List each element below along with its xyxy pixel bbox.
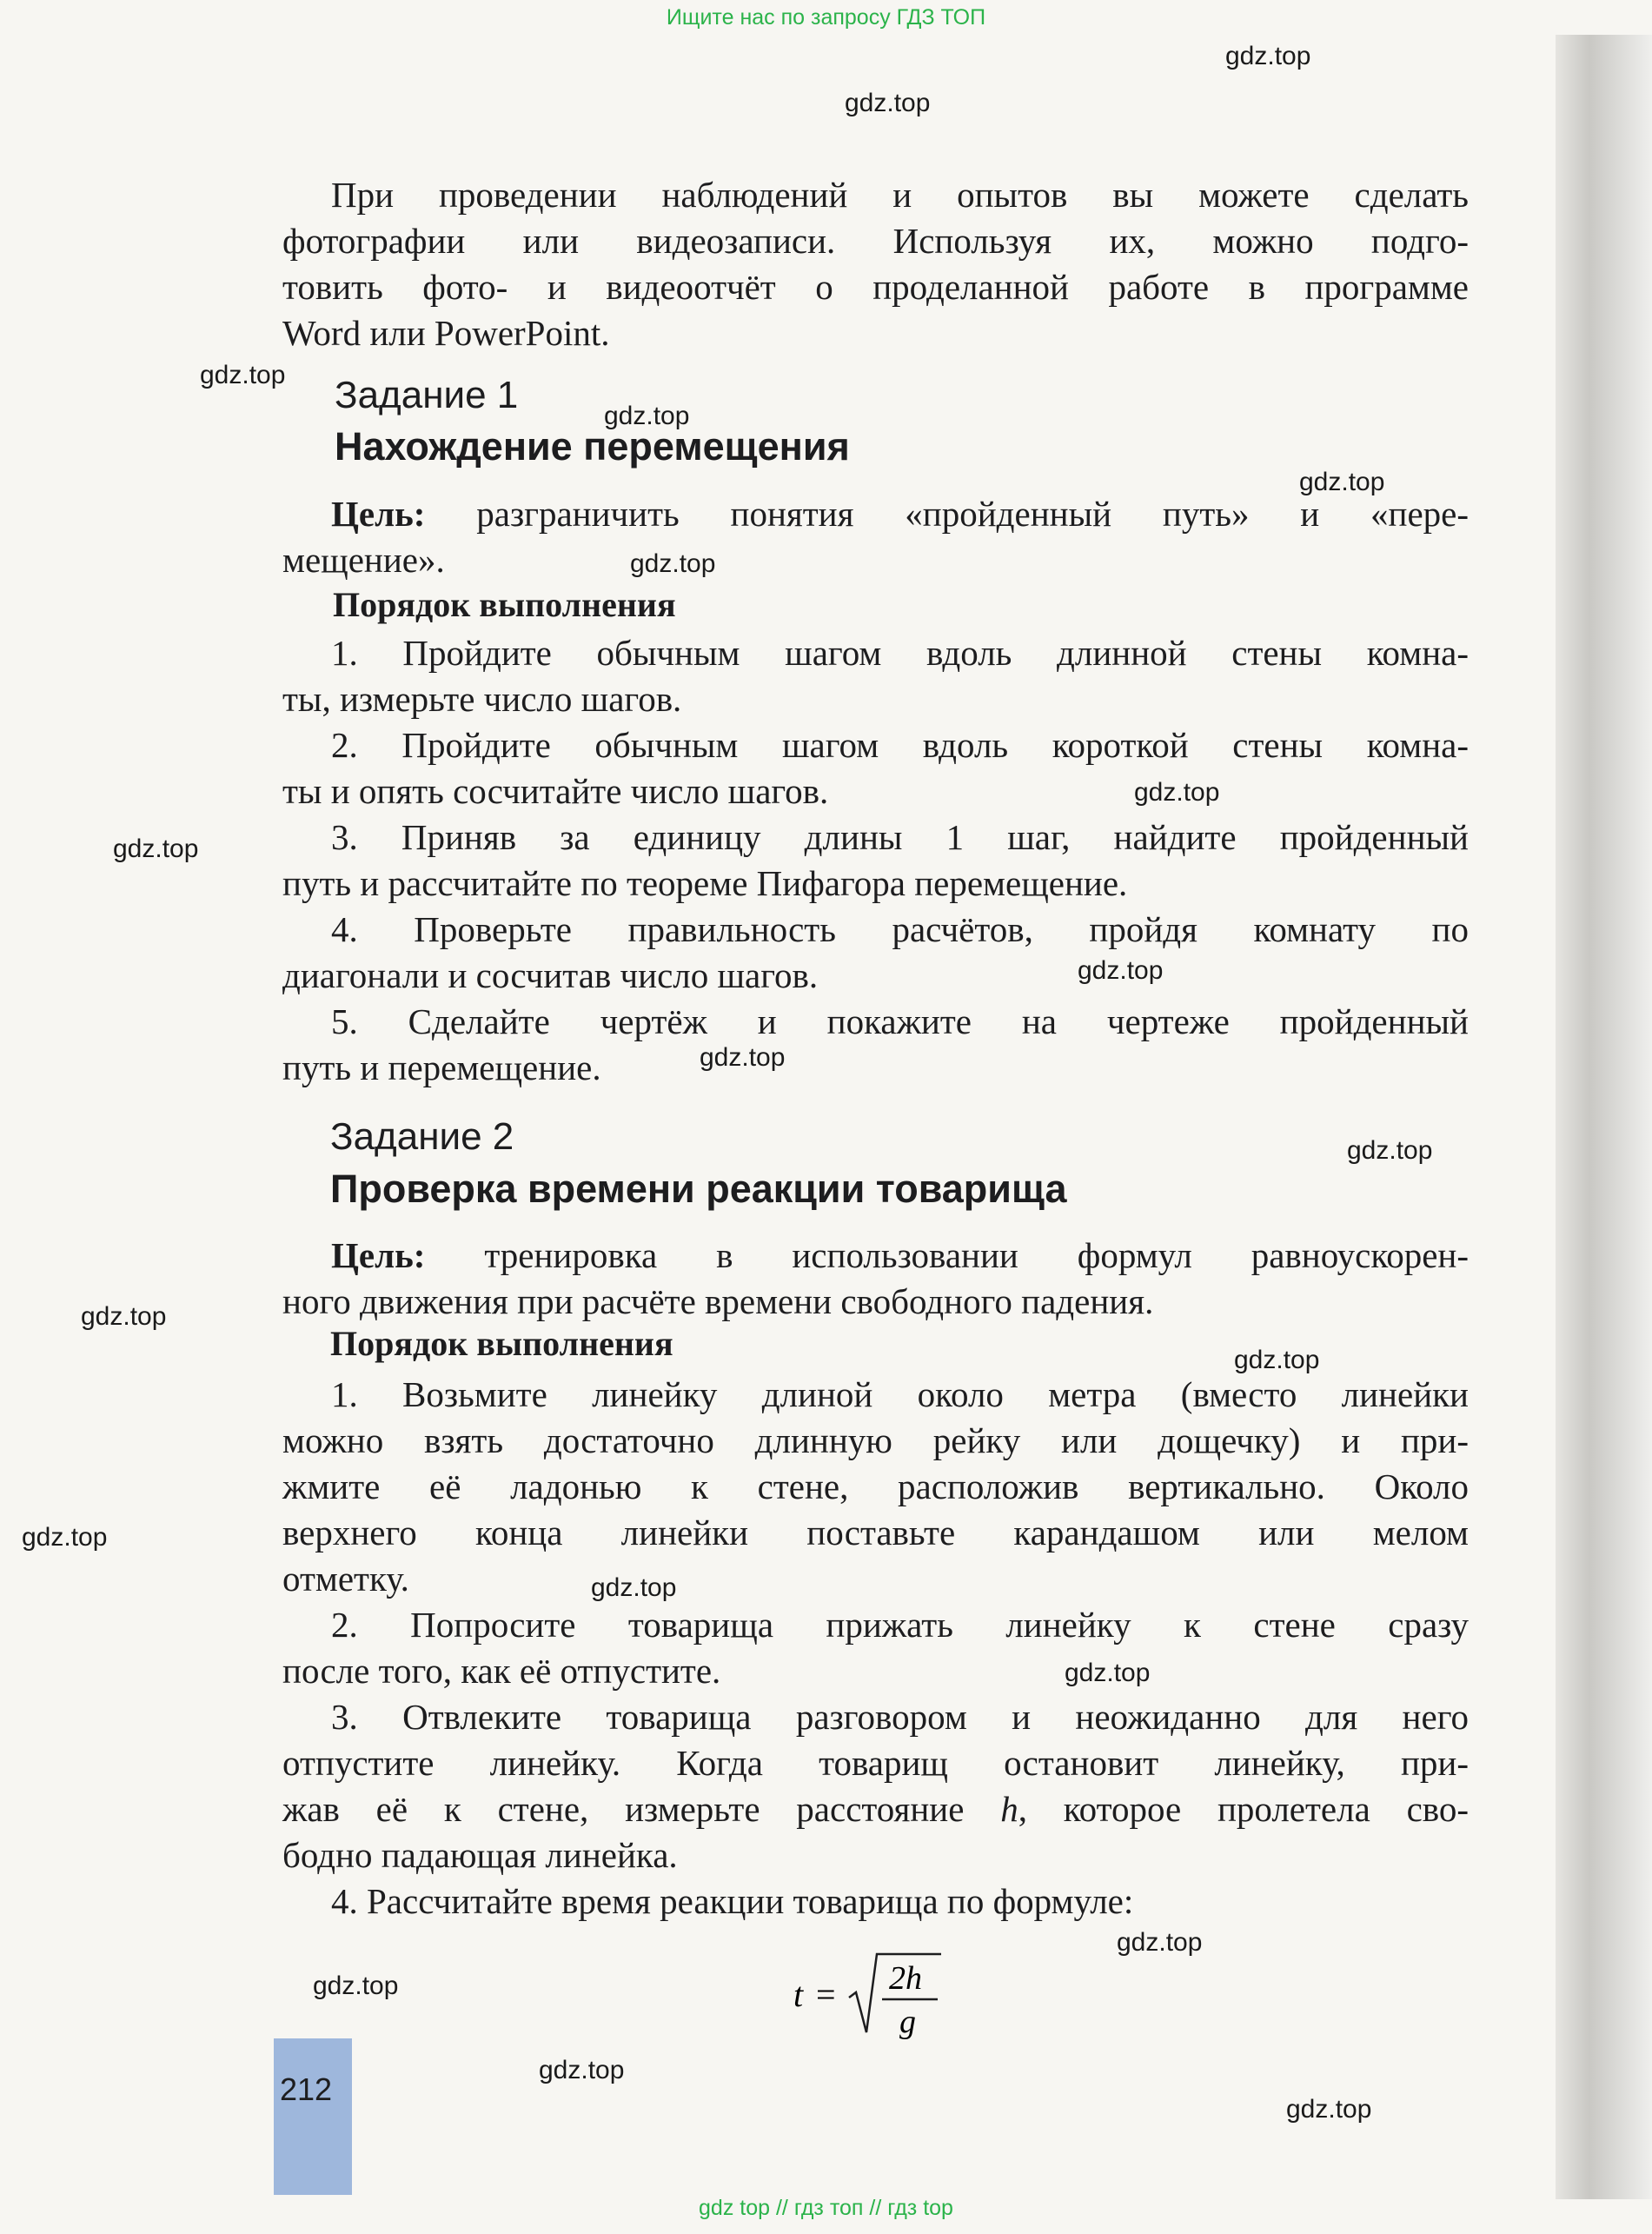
watermark: gdz.top [313, 1971, 399, 2000]
step-line: диагонали и сосчитав число шагов. [282, 955, 819, 995]
task2-goal-line: ного движения при расчёте времени свободного падения. [282, 1281, 1154, 1321]
watermark: gdz.top [22, 1523, 108, 1552]
watermark: gdz.top [1286, 2095, 1372, 2124]
watermark: gdz.top [1065, 1659, 1151, 1687]
watermark: gdz.top [1225, 42, 1311, 70]
task1-goal-line: мещение». [282, 540, 445, 580]
task1-goal [282, 491, 1469, 583]
watermark: gdz.top [539, 2056, 625, 2084]
step-text: , которое пролетела сво- [1018, 1789, 1469, 1829]
task1-label: Задание 1 [335, 374, 519, 416]
task1-goal-line [282, 491, 1469, 537]
step-text: жав её к стене, измерьте расстояние [282, 1789, 1001, 1829]
task1-steps [282, 630, 1469, 1091]
watermark: gdz.top [81, 1302, 167, 1331]
watermark: gdz.top [1299, 468, 1385, 496]
goal-text: тренировка в использовании формул равноускорен- [425, 1235, 1469, 1275]
watermark: gdz.top [1347, 1136, 1433, 1165]
step-line: отпустите линейку. Когда товарищ остановит линейку, при- [282, 1743, 1469, 1783]
watermark: gdz.top [1117, 1928, 1203, 1957]
watermark: gdz.top [700, 1043, 786, 1072]
watermark: gdz.top [200, 361, 286, 389]
watermark: gdz.top [1078, 956, 1164, 985]
step-line: после того, как её отпустите. [282, 1651, 721, 1691]
step-line: 5. Сделайте чертёж и покажите на чертеже пройденный [331, 1001, 1469, 1041]
task2-title: Проверка времени реакции товарища [330, 1167, 1067, 1211]
top-banner[interactable]: Ищите нас по запросу ГДЗ ТОП [666, 5, 986, 30]
step-line: можно взять достаточно длинную рейку или дощечку) и при- [282, 1420, 1469, 1460]
step-line: жмите её ладонью к стене, расположив вертикально. Около [282, 1466, 1469, 1506]
page-number-tab [274, 2038, 352, 2195]
watermark: gdz.top [1134, 778, 1220, 807]
step-line: 2. Попросите товарища прижать линейку к стене сразу [331, 1605, 1469, 1645]
watermark: gdz.top [591, 1573, 677, 1602]
goal-label: Цель: [331, 494, 426, 534]
task2-procedure-heading: Порядок выполнения [330, 1324, 673, 1363]
variable-h: h [1000, 1789, 1018, 1829]
task2-label: Задание 2 [330, 1115, 514, 1158]
step-line [282, 1786, 1469, 1832]
watermark: gdz.top [113, 834, 199, 863]
watermark: gdz.top [630, 549, 716, 578]
formula-equals: = [816, 1975, 836, 2014]
reaction-time-formula [786, 1947, 943, 2043]
step-line: 1. Возьмите линейку длиной около метра (вместо линейки [331, 1374, 1469, 1414]
step-line: ты и опять сосчитайте число шагов. [282, 771, 829, 811]
task2-goal-line [282, 1233, 1469, 1279]
intro-line: товить фото- и видеоотчёт о проделанной работе в программе [282, 267, 1469, 307]
task2-goal [282, 1233, 1469, 1325]
intro-line: Word или PowerPoint. [282, 313, 610, 353]
task2-steps [282, 1372, 1469, 1925]
step-line: путь и перемещение. [282, 1047, 601, 1087]
intro-line: фотографии или видеозаписи. Используя их, можно подго- [282, 221, 1469, 261]
task1-procedure-heading: Порядок выполнения [333, 585, 676, 624]
step-line: 2. Пройдите обычным шагом вдоль короткой стены комна- [331, 725, 1469, 765]
step-line: 4. Проверьте правильность расчётов, пройдя комнату по [331, 909, 1469, 949]
formula-lhs: t [793, 1975, 804, 2014]
formula-numerator: 2h [889, 1960, 922, 1997]
watermark: gdz.top [604, 402, 690, 430]
step-line: 3. Приняв за единицу длины 1 шаг, найдите пройденный [331, 817, 1469, 857]
intro-line: При проведении наблюдений и опытов вы можете сделать [331, 175, 1469, 215]
step-line: верхнего конца линейки поставьте карандашом или мелом [282, 1513, 1469, 1552]
step-line: 1. Пройдите обычным шагом вдоль длинной стены комна- [331, 633, 1469, 673]
watermark: gdz.top [845, 89, 931, 117]
goal-text: разграничить понятия «пройденный путь» и «пере- [425, 494, 1469, 534]
step-line: 3. Отвлеките товарища разговором и неожиданно для него [331, 1697, 1469, 1737]
bottom-banner[interactable]: gdz top // гдз топ // гдз top [699, 2196, 953, 2220]
step-line: отметку. [282, 1559, 409, 1599]
watermark: gdz.top [1234, 1346, 1320, 1374]
page-number: 212 [280, 2071, 333, 2107]
step-line: путь и рассчитайте по теореме Пифагора перемещение. [282, 863, 1128, 903]
step-line: 4. Рассчитайте время реакции товарища по формуле: [331, 1881, 1134, 1921]
page-edge-shadow [1556, 35, 1652, 2199]
task1-title: Нахождение перемещения [335, 424, 850, 469]
formula-denominator: g [899, 2004, 916, 2040]
goal-label: Цель: [331, 1235, 426, 1275]
intro-paragraph [282, 172, 1469, 356]
step-line: бодно падающая линейка. [282, 1835, 678, 1875]
step-line: ты, измерьте число шагов. [282, 679, 682, 719]
